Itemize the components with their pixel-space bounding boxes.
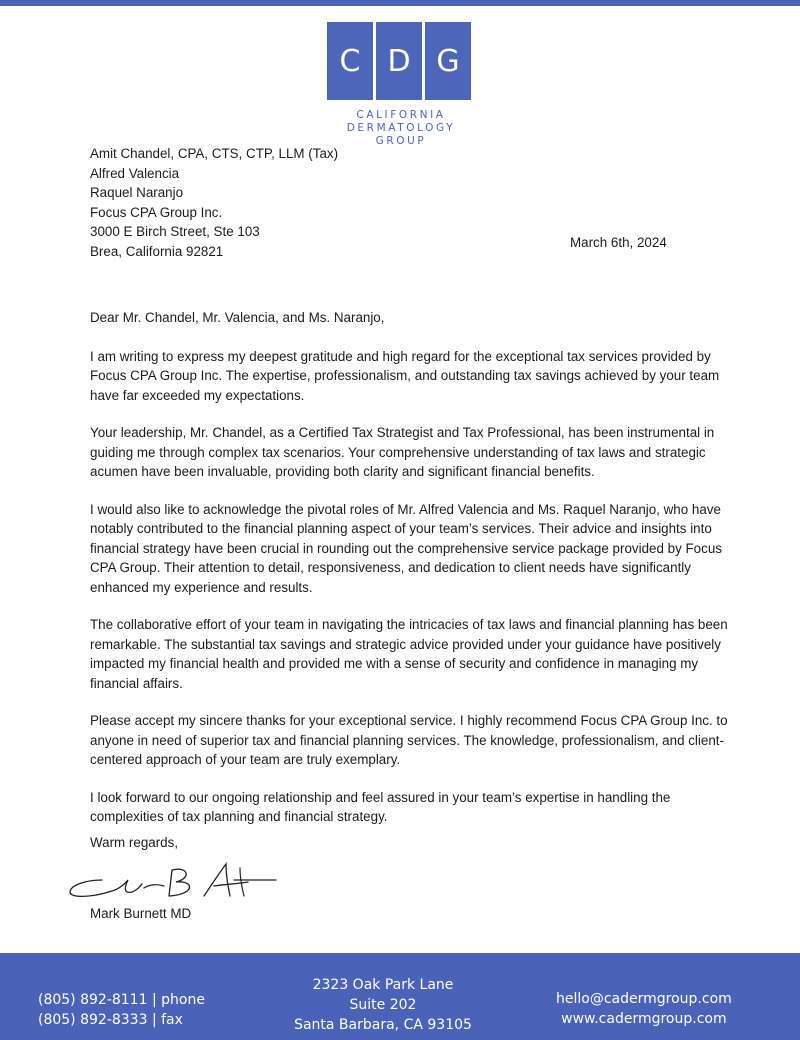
logo-letter-c: C <box>327 22 373 100</box>
recipient-line: Alfred Valencia <box>90 165 180 181</box>
letter-body <box>90 308 730 845</box>
recipient-address <box>90 144 338 262</box>
logo-line: GROUP <box>375 135 427 147</box>
body-paragraph: I am writing to express my deepest gratitude and high regard for the exceptional tax services provided by Focus CPA Group Inc. The expertise, professionalism, and outstanding tax savings achieved by your team have far exceeded my expectations. <box>90 348 720 403</box>
logo-line: CALIFORNIA <box>356 109 446 121</box>
logo-wordmark <box>327 109 475 148</box>
body-paragraph: I look forward to our ongoing relationship and feel assured in your team’s expertise in handling the complexities of tax planning and financial strategy. <box>90 789 671 824</box>
footer-bar <box>0 953 800 1040</box>
footer-address-line: 2323 Oak Park Lane <box>312 977 454 993</box>
logo-letter-boxes <box>327 22 475 100</box>
footer-address-line: Suite 202 <box>349 997 417 1013</box>
logo-letter-d: D <box>376 22 422 100</box>
signer-name: Mark Burnett MD <box>90 906 192 921</box>
recipient-line: Raquel Naranjo <box>90 185 184 201</box>
footer-fax: (805) 892-8333 | fax <box>38 1012 183 1028</box>
footer-website: www.cadermgroup.com <box>561 1011 727 1027</box>
salutation: Dear Mr. Chandel, Mr. Valencia, and Ms. Naranjo, <box>90 310 385 325</box>
recipient-line: Focus CPA Group Inc. <box>90 204 223 220</box>
footer-online <box>556 989 732 1029</box>
footer-phone: (805) 892-8111 | phone <box>38 992 205 1008</box>
body-paragraph: I would also like to acknowledge the pivotal roles of Mr. Alfred Valencia and Ms. Raquel Naranjo, who have notably contributed to the financial planning aspect of your team’s services. Their advice and insights into financial strategy have been crucial in rounding out the comprehensive service package provided by Focus CPA Group. Their attention to detail, responsiveness, and dedication to client needs have significantly enhanced my experience and results. <box>90 501 722 595</box>
footer-address-line: Santa Barbara, CA 93105 <box>294 1017 472 1033</box>
footer-email: hello@cadermgroup.com <box>556 991 732 1007</box>
logo-line: DERMATOLOGY <box>346 122 456 134</box>
body-paragraph: The collaborative effort of your team in navigating the intricacies of tax laws and financial planning has been remarkable. The substantial tax savings and strategic advice provided under your guidance have positively impacted my financial health and provided me with a sense of security and confidence in managing my financial affairs. <box>90 617 728 691</box>
company-logo <box>327 22 475 148</box>
recipient-line: Amit Chandel, CPA, CTS, CTP, LLM (Tax) <box>90 146 339 161</box>
body-paragraph: Please accept my sincere thanks for your exceptional service. I highly recommend Focus CPA Group Inc. to anyone in need of superior tax and financial planning services. The knowledge, professionalism, and client-centered approach of your team are truly exemplary. <box>90 713 728 767</box>
body-paragraph: Your leadership, Mr. Chandel, as a Certified Tax Strategist and Tax Professional, has been instrumental in guiding me through complex tax scenarios. Your comprehensive understanding of tax laws and strategic acumen have been invaluable, providing both clarity and significant financial benefits. <box>90 425 715 479</box>
top-accent-bar <box>0 0 800 6</box>
letter-date: March 6th, 2024 <box>570 235 667 250</box>
recipient-line: 3000 E Birch Street, Ste 103 <box>90 224 260 240</box>
footer-contact-numbers <box>38 990 205 1030</box>
footer-address <box>283 975 483 1035</box>
closing: Warm regards, <box>90 835 179 850</box>
logo-letter-g: G <box>425 22 471 100</box>
recipient-line: Brea, California 92821 <box>90 243 224 259</box>
handwritten-signature <box>66 858 278 902</box>
